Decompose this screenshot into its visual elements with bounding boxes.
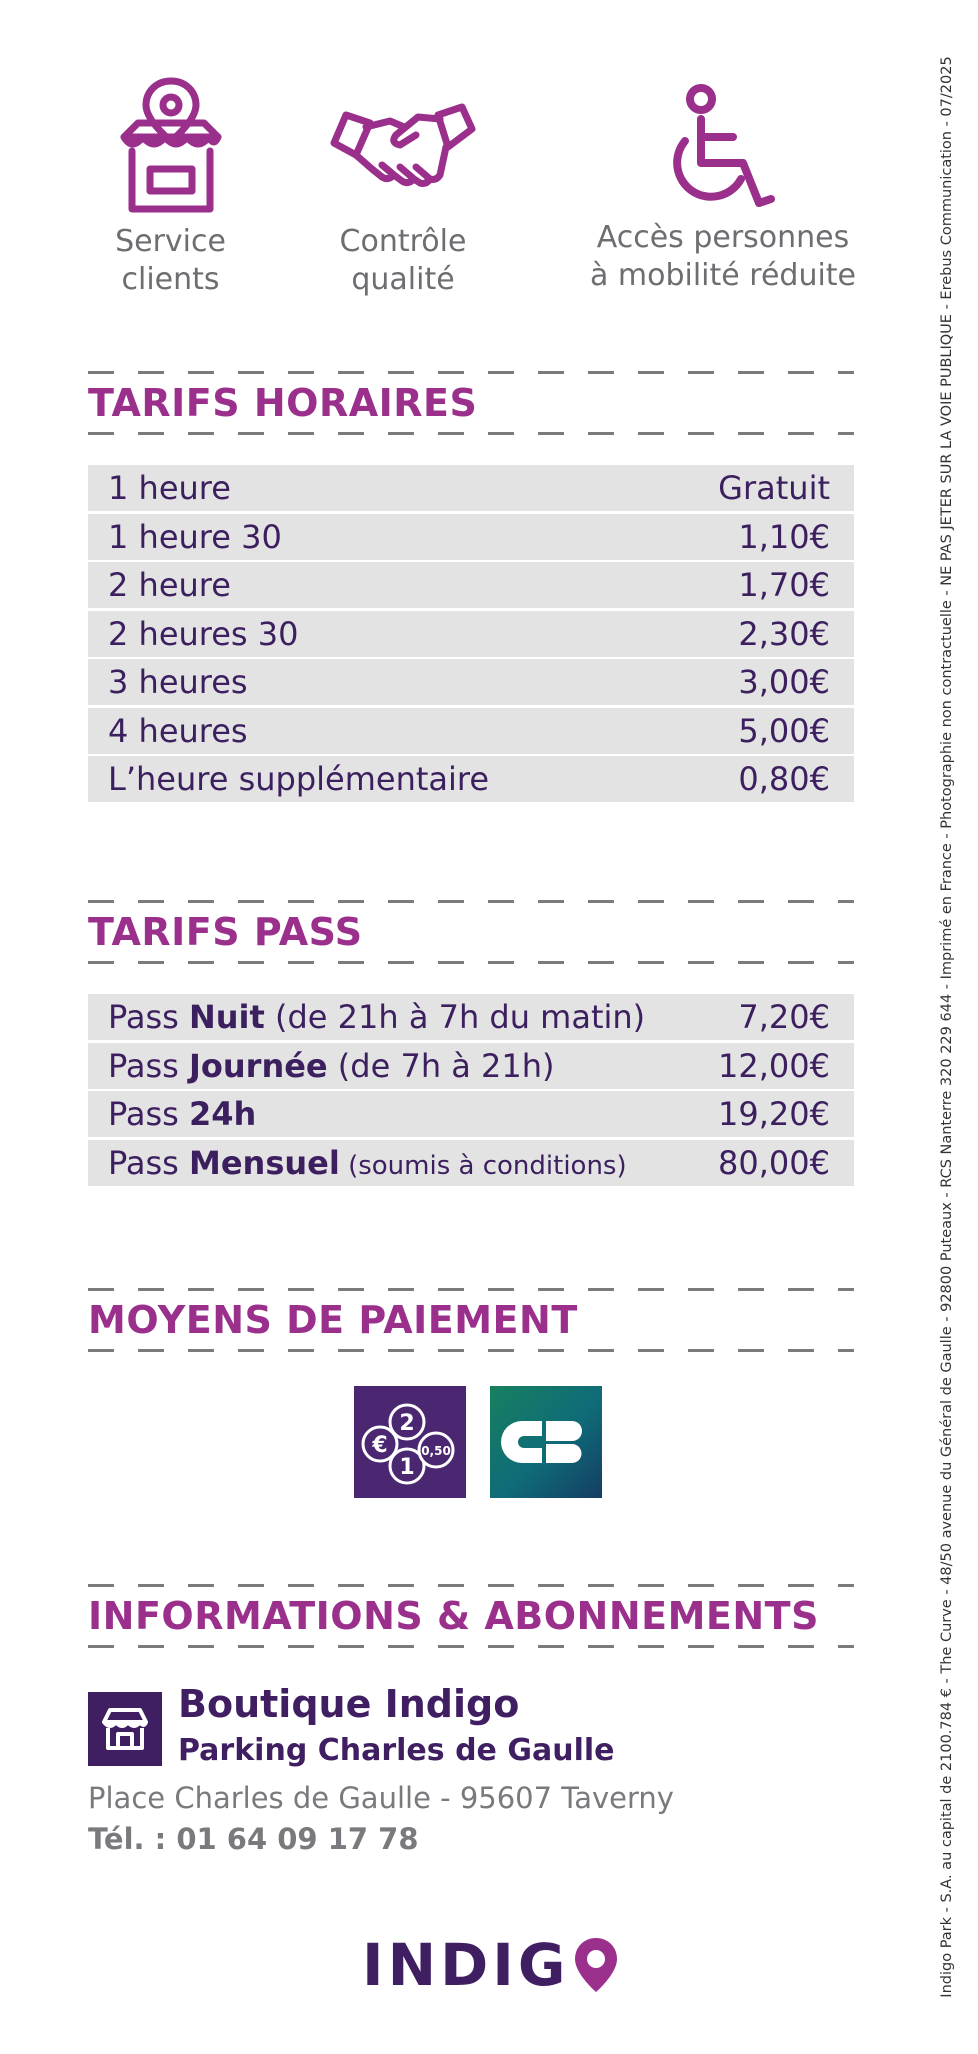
- pass-prefix: Pass: [108, 998, 189, 1036]
- pass-condition: (de 21h à 7h du matin): [264, 998, 646, 1036]
- table-tarifs-pass: [88, 994, 854, 1188]
- feature-label: [568, 219, 878, 295]
- pass-label: [108, 1144, 627, 1182]
- feature-label-line: Accès personnes: [596, 220, 850, 255]
- section-moyens-paiement: [88, 1288, 854, 1352]
- pass-row: [88, 994, 854, 1040]
- tariff-value: 2,30€: [738, 614, 830, 653]
- dashed-divider: [88, 432, 854, 435]
- pass-value: 12,00€: [718, 1046, 830, 1085]
- pass-condition: (de 7h à 21h): [327, 1046, 555, 1085]
- tariff-value: 0,80€: [738, 760, 830, 798]
- boutique-subtitle: Parking Charles de Gaulle: [178, 1733, 615, 1768]
- coins-icon: [354, 1386, 466, 1498]
- pass-prefix: Pass: [108, 1095, 189, 1133]
- carte-bancaire-icon: [490, 1386, 602, 1498]
- tariff-label: 3 heures: [108, 663, 248, 701]
- tariff-label: 2 heure: [108, 566, 231, 604]
- tariff-row: [88, 659, 854, 705]
- feature-label-line: Contrôle: [339, 224, 467, 259]
- tariff-row: [88, 756, 854, 802]
- wheelchair-icon: [663, 75, 783, 211]
- tariff-value: Gratuit: [718, 469, 830, 507]
- pass-prefix: Pass: [108, 1046, 189, 1085]
- pass-row: [88, 1140, 854, 1186]
- tariff-row: [88, 562, 854, 608]
- section-heading: TARIFS HORAIRES: [88, 381, 478, 425]
- pass-row: [88, 1091, 854, 1137]
- phone-number[interactable]: Tél. : 01 64 09 17 78: [88, 1822, 419, 1856]
- pass-name: 24h: [188, 1095, 257, 1133]
- coin-label: 1: [399, 1455, 415, 1480]
- feature-label-line: à mobilité réduite: [589, 258, 857, 293]
- tariff-row: [88, 708, 854, 754]
- dashed-divider: [88, 1349, 854, 1352]
- tariff-label: 1 heure: [108, 469, 231, 507]
- pass-condition: (soumis à conditions): [339, 1150, 627, 1181]
- location-pin-icon: [571, 1934, 621, 1996]
- coin-label: 2: [399, 1411, 415, 1436]
- tariff-label: 4 heures: [108, 711, 248, 750]
- pass-value: 7,20€: [738, 998, 830, 1036]
- pass-label: [108, 1047, 555, 1085]
- handshake-icon: [328, 75, 478, 215]
- indigo-logo: [362, 1930, 621, 2000]
- section-heading: MOYENS DE PAIEMENT: [88, 1298, 578, 1342]
- feature-label: [88, 223, 253, 299]
- legal-mentions: Indigo Park - S.A. au capital de 2100.784 € - The Curve - 48/50 avenue du Général de Gaulle - 92800 Puteaux - RCS Nanterre 320 229 644 - Imprimé en France - Photographie non contractuelle - NE PAS JETER SUR LA VOIE PUBLIQUE - Erebus Communication - 07/2025: [939, 56, 955, 1998]
- tariff-value: 5,00€: [738, 711, 830, 750]
- feature-label-line: Service: [115, 224, 226, 259]
- section-heading: INFORMATIONS & ABONNEMENTS: [88, 1594, 819, 1638]
- address: Place Charles de Gaulle - 95607 Taverny: [88, 1781, 674, 1815]
- shop-icon: [88, 1692, 162, 1766]
- feature-label-line: clients: [121, 262, 220, 297]
- tariff-value: 1,70€: [738, 566, 830, 604]
- tariff-row: [88, 611, 854, 657]
- shop-location-icon: [116, 75, 226, 215]
- tariff-label: L’heure supplémentaire: [108, 760, 490, 798]
- table-tarifs-horaires: [88, 465, 854, 805]
- pass-name: Nuit: [188, 998, 265, 1036]
- feature-service-clients: [88, 75, 253, 299]
- feature-label-line: qualité: [351, 262, 455, 297]
- boutique-title: Boutique Indigo: [178, 1682, 520, 1726]
- pass-name: Mensuel: [188, 1143, 340, 1182]
- tariff-value: 1,10€: [738, 517, 830, 556]
- section-informations: [88, 1584, 854, 1648]
- pass-value: 19,20€: [718, 1095, 830, 1133]
- feature-acces-pmr: [568, 75, 878, 295]
- tariff-row: [88, 514, 854, 560]
- feature-label: [318, 223, 488, 299]
- section-heading: TARIFS PASS: [88, 910, 363, 954]
- section-tarifs-horaires: [88, 371, 854, 435]
- pass-label: [108, 1095, 256, 1133]
- dashed-divider: [88, 1645, 854, 1648]
- coin-label: 0,50: [421, 1444, 451, 1458]
- features-row: [88, 75, 878, 315]
- tariff-label: 2 heures 30: [108, 614, 299, 653]
- dashed-divider: [88, 961, 854, 964]
- section-tarifs-pass: [88, 900, 854, 964]
- pass-prefix: Pass: [108, 1143, 189, 1182]
- pass-name: Journée: [188, 1046, 328, 1085]
- pass-value: 80,00€: [718, 1143, 830, 1182]
- pass-row: [88, 1043, 854, 1089]
- pass-label: [108, 998, 645, 1036]
- tariff-label: 1 heure 30: [108, 517, 282, 556]
- tariff-value: 3,00€: [738, 663, 830, 701]
- logo-text: INDIG: [362, 1931, 570, 1999]
- feature-controle-qualite: [318, 75, 488, 299]
- tariff-row: [88, 465, 854, 511]
- coin-label: €: [372, 1433, 388, 1458]
